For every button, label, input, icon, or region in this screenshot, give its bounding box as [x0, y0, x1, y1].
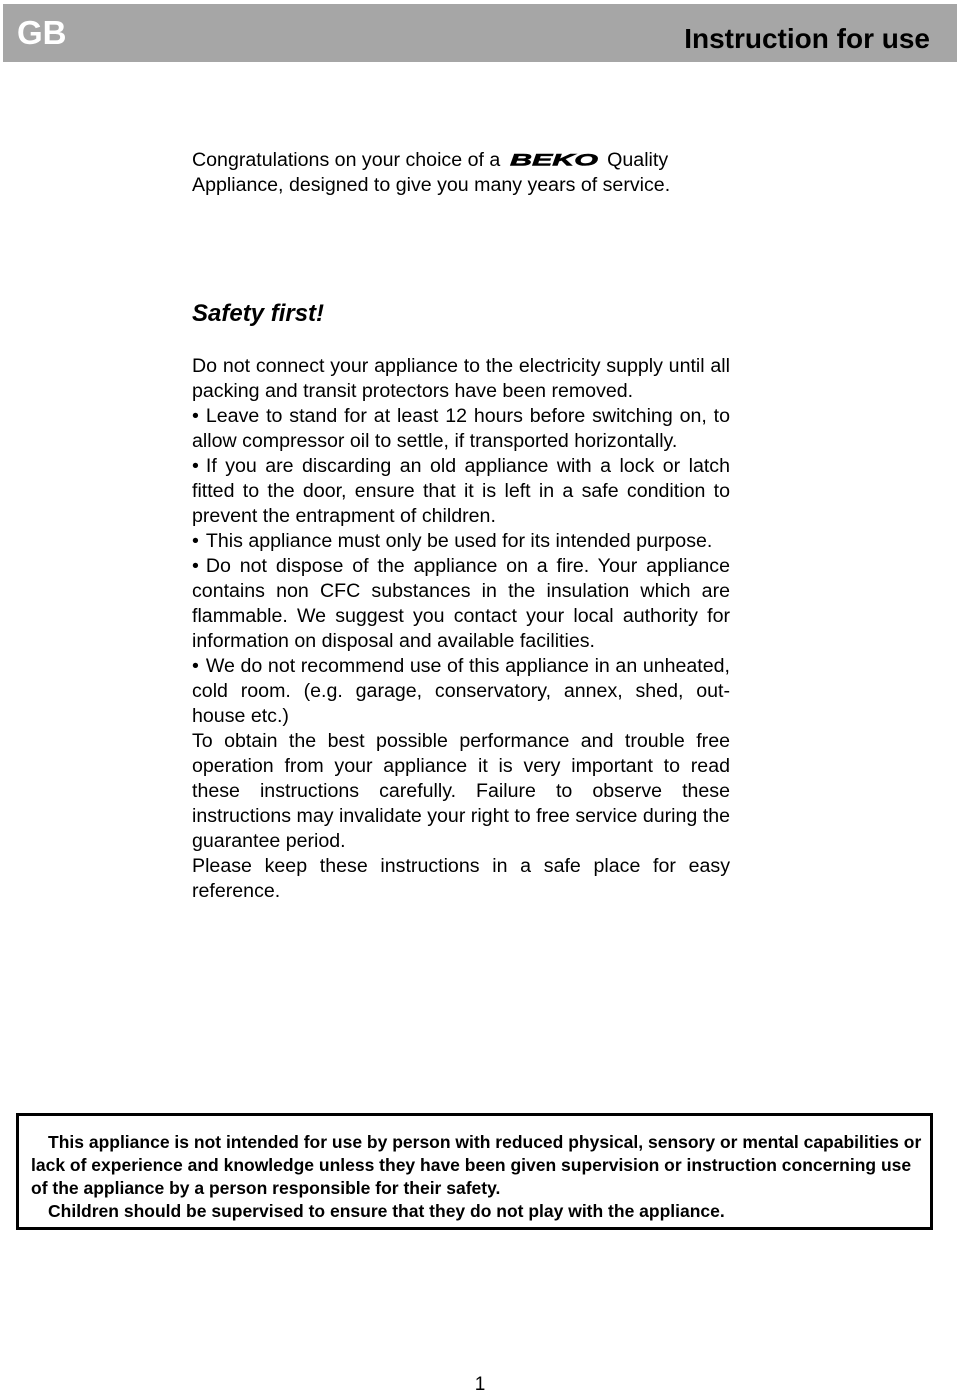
country-code: GB [17, 14, 67, 51]
safety-bullet-item [192, 454, 730, 529]
bullet-glyph: • [192, 405, 199, 427]
safety-bullet-item [192, 554, 730, 654]
notice-children-text: Children should be supervised to ensure that they do not play with the appliance. [48, 1201, 725, 1221]
bullet-text: We do not recommend use of this appliance in an unheated, cold room. (e.g. garage, conservatory, annex, shed, out-house etc.) [192, 655, 730, 727]
beko-logo [509, 152, 599, 167]
safety-paragraph: Do not connect your appliance to the electricity supply until all packing and transit protectors have been removed. [192, 355, 730, 402]
notice-capabilities-text: This appliance is not intended for use by person with reduced physical, sensory or mental capabilities or lack of experience and knowledge unless they have been given supervision or instruction concerning use of the appliance by a person responsible for their safety. [31, 1132, 922, 1198]
bullet-text: Do not dispose of the appliance on a fire. Your appliance contains non CFC substances in the insulation which are flammable. We suggest you contact your local authority for information on disposal and available facilities. [192, 555, 730, 652]
bullet-glyph: • [192, 530, 199, 552]
bullet-glyph: • [192, 655, 199, 677]
safety-bullet-item [192, 654, 730, 729]
header-bar [3, 4, 957, 62]
page-number: 1 [474, 1374, 486, 1395]
safety-bullet-item [192, 529, 730, 554]
bullet-text: Leave to stand for at least 12 hours before switching on, to allow compressor oil to settle, if transported horizontally. [192, 405, 730, 452]
safety-body [192, 354, 730, 904]
safety-notice-box [16, 1113, 933, 1230]
bullet-glyph: • [192, 555, 199, 577]
beko-logo-text: BEKO [509, 152, 598, 167]
bullet-text: This appliance must only be used for its intended purpose. [205, 530, 713, 552]
performance-paragraph: To obtain the best possible performance and trouble free operation from your appliance it is very important to read these instructions carefully. Failure to observe these instructions may invalidate your right to free service during the guarantee period. [192, 730, 730, 852]
keep-instructions-paragraph: Please keep these instructions in a safe place for easy reference. [192, 855, 730, 902]
page-heading: Instruction for use [684, 23, 930, 54]
intro-text-before-logo: Congratulations on your choice of a [192, 149, 501, 171]
bullet-text: If you are discarding an old appliance with a lock or latch fitted to the door, ensure that it is left in a safe condition to prevent the entrapment of children. [192, 455, 730, 527]
safety-bullet-item [192, 404, 730, 454]
intro-paragraph [192, 148, 730, 198]
safety-title: Safety first! [192, 300, 325, 327]
intro-text-after-logo: Quality Appliance, designed to give you many years of service. [192, 149, 671, 196]
bullet-glyph: • [192, 455, 199, 477]
